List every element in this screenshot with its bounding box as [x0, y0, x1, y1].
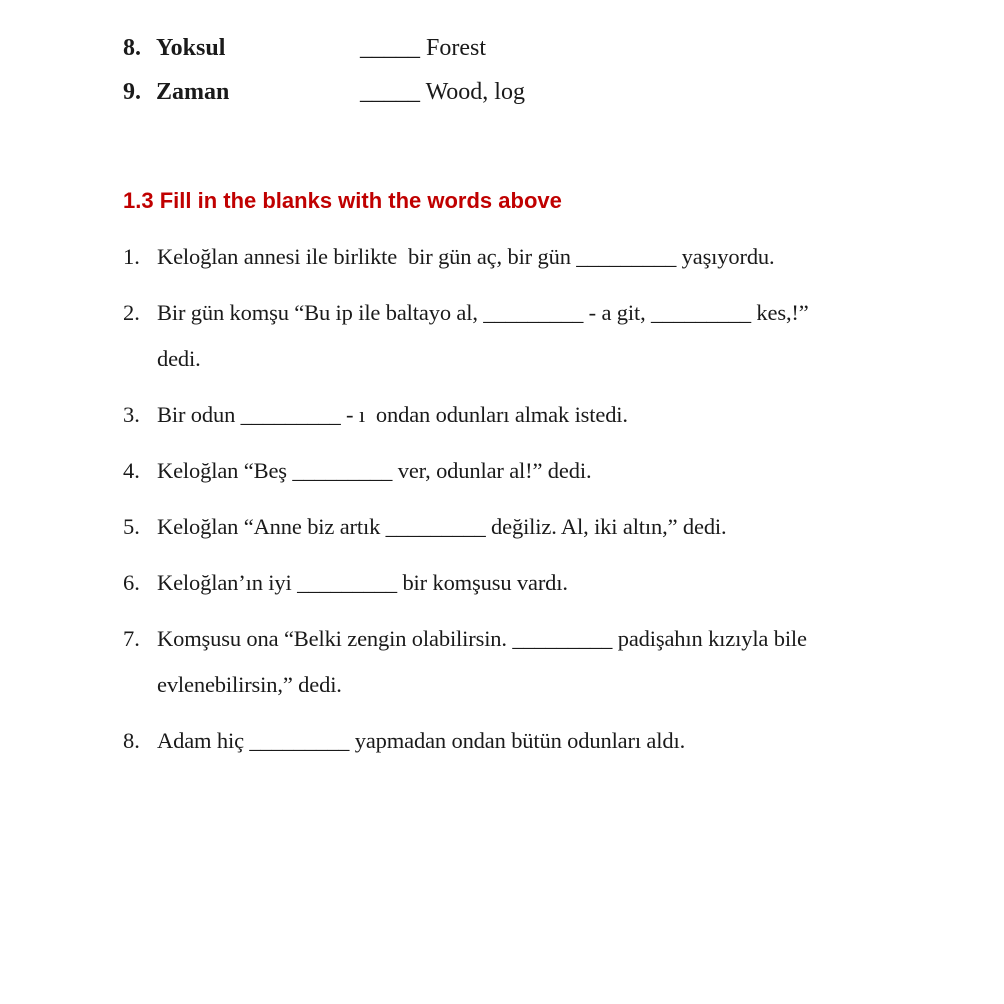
exercise-line: Bir gün komşu “Bu ip ile baltayo al, _________ - a git, _________ kes,!” [157, 300, 809, 325]
exercise-number: 5. [123, 514, 140, 539]
vocab-row [123, 70, 964, 114]
exercise-line: Keloğlan “Beş _________ ver, odunlar al!” dedi. [157, 458, 592, 483]
exercise-item [123, 392, 933, 438]
blank-line: _____ [360, 35, 420, 61]
exercise-item [123, 290, 933, 382]
exercise-text [157, 560, 933, 606]
exercise-number: 6. [123, 570, 140, 595]
exercise-number: 2. [123, 300, 140, 325]
vocab-row [123, 26, 964, 70]
vocab-word: Yoksul [156, 35, 226, 61]
exercise-line: evlenebilirsin,” dedi. [157, 672, 342, 697]
exercise-line: Bir odun _________ - ı ondan odunları almak istedi. [157, 402, 628, 427]
exercise-number: 7. [123, 626, 140, 651]
exercise-line: dedi. [157, 346, 201, 371]
exercise-line: Komşusu ona “Belki zengin olabilirsin. _________ padişahın kızıyla bile [157, 626, 807, 651]
exercise-item [123, 448, 933, 494]
exercise-text [157, 448, 933, 494]
vocab-number: 9. [123, 79, 141, 105]
exercise-item [123, 560, 933, 606]
exercise-list [123, 234, 933, 764]
exercise-item [123, 718, 933, 764]
exercise-number: 1. [123, 244, 140, 269]
exercise-number: 4. [123, 458, 140, 483]
exercise-line: Adam hiç _________ yapmadan ondan bütün odunları aldı. [157, 728, 686, 753]
exercise-line: Keloğlan’ın iyi _________ bir komşusu vardı. [157, 570, 568, 595]
vocab-gloss: Wood, log [420, 79, 525, 105]
vocab-gloss: Forest [420, 35, 486, 61]
exercise-item [123, 234, 933, 280]
vocab-word: Zaman [156, 79, 230, 105]
exercise-text [157, 290, 933, 382]
exercise-item [123, 616, 933, 708]
exercise-text [157, 234, 933, 280]
exercise-number: 3. [123, 402, 140, 427]
exercise-text [157, 616, 933, 708]
exercise-number: 8. [123, 728, 140, 753]
exercise-line: Keloğlan annesi ile birlikte bir gün aç, bir gün _________ yaşıyordu. [157, 244, 775, 269]
vocab-number: 8. [123, 35, 141, 61]
exercise-line: Keloğlan “Anne biz artık _________ değiliz. Al, iki altın,” dedi. [157, 514, 727, 539]
vocab-list [123, 26, 964, 114]
blank-line: _____ [360, 79, 420, 105]
exercise-text [157, 392, 933, 438]
exercise-text [157, 718, 933, 764]
section-heading: 1.3 Fill in the blanks with the words above [123, 188, 562, 213]
exercise-text [157, 504, 933, 550]
exercise-item [123, 504, 933, 550]
